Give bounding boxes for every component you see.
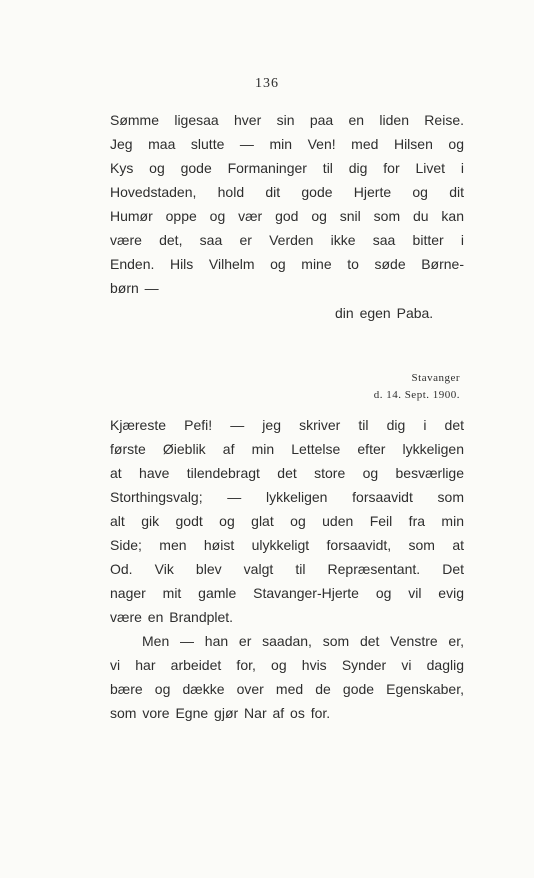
text-line: Storthingsvalg; — lykkeligen forsaavidt som — [110, 489, 464, 505]
text-line: Men — han er saadan, som det Venstre er, — [142, 633, 464, 649]
signature: din egen Paba. — [335, 305, 434, 321]
text-line: at have tilendebragt det store og besværlige — [110, 465, 464, 481]
text-line: Sømme ligesaa hver sin paa en liden Reise. — [110, 112, 464, 128]
text-line: Hovedstaden, hold dit gode Hjerte og dit — [110, 184, 464, 200]
text-line: alt gik godt og glat og uden Feil fra min — [110, 513, 464, 529]
text-line: første Øieblik af min Lettelse efter lykkeligen — [110, 441, 464, 457]
text-line: bære og dække over med de gode Egenskaber, — [110, 681, 464, 697]
letter-place: Stavanger — [411, 372, 460, 384]
text-line: som vore Egne gjør Nar af os for. — [110, 705, 331, 721]
text-line: nager mit gamle Stavanger-Hjerte og vil evig — [110, 585, 464, 601]
text-line: være det, saa er Verden ikke saa bitter i — [110, 232, 464, 248]
text-line: være en Brandplet. — [110, 609, 234, 625]
text-line: Side; men høist ulykkeligt forsaavidt, som at — [110, 537, 464, 553]
text-line: vi har arbeidet for, og hvis Synder vi daglig — [110, 657, 464, 673]
text-line: Enden. Hils Vilhelm og mine to søde Børne- — [110, 256, 464, 272]
text-line: børn — — [110, 280, 159, 296]
letter-date: d. 14. Sept. 1900. — [373, 389, 460, 401]
page-number: 136 — [255, 76, 279, 91]
text-line: Jeg maa slutte — min Ven! med Hilsen og — [110, 136, 464, 152]
letter-2-body — [110, 413, 464, 725]
text-line: Kjæreste Pefi! — jeg skriver til dig i det — [110, 417, 464, 433]
text-line: Kys og gode Formaninger til dig for Livet i — [110, 160, 464, 176]
text-line: Od. Vik blev valgt til Repræsentant. Det — [110, 561, 464, 577]
text-line: Humør oppe og vær god og snil som du kan — [110, 208, 464, 224]
letter-1-body — [110, 108, 464, 300]
